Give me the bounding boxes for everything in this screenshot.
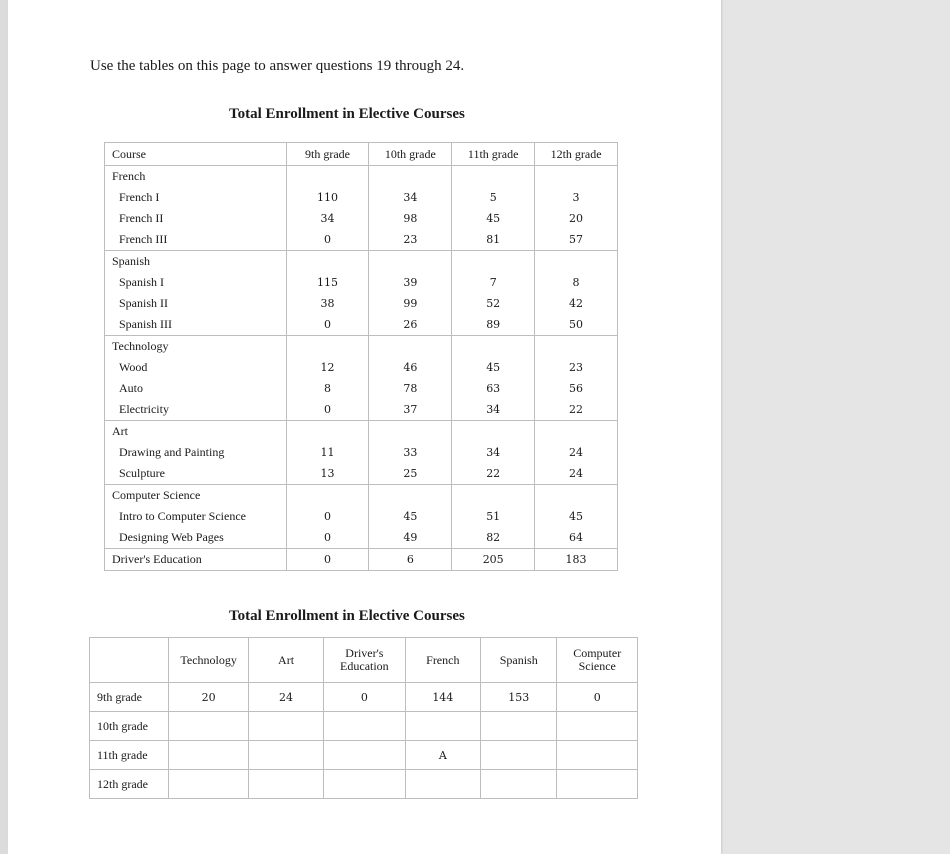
- empty-cell: [535, 336, 618, 358]
- empty-cell: [535, 251, 618, 273]
- enrollment-cell: 99: [369, 293, 452, 314]
- table-row: [105, 293, 618, 314]
- column-header: [90, 638, 169, 683]
- group-header-row: [105, 336, 618, 358]
- empty-cell: [535, 485, 618, 507]
- empty-cell: [452, 421, 535, 443]
- summary-cell: [169, 770, 249, 799]
- enrollment-cell: 115: [286, 272, 369, 293]
- summary-cell: [248, 770, 323, 799]
- summary-cell: 153: [481, 683, 557, 712]
- course-name: Auto: [105, 378, 287, 399]
- enrollment-cell: 22: [535, 399, 618, 421]
- group-label: Computer Science: [105, 485, 287, 507]
- enrollment-cell: 89: [452, 314, 535, 336]
- summary-cell: [324, 741, 406, 770]
- column-header: 12th grade: [535, 143, 618, 166]
- table-row: [105, 549, 618, 571]
- table-row: [105, 314, 618, 336]
- enrollment-cell: 45: [452, 208, 535, 229]
- enrollment-cell: 81: [452, 229, 535, 251]
- summary-cell: 144: [405, 683, 480, 712]
- enrollment-cell: 8: [535, 272, 618, 293]
- empty-cell: [286, 485, 369, 507]
- enrollment-cell: 38: [286, 293, 369, 314]
- empty-cell: [452, 485, 535, 507]
- enrollment-cell: 0: [286, 527, 369, 549]
- course-name: Intro to Computer Science: [105, 506, 287, 527]
- table-row: [90, 683, 638, 712]
- empty-cell: [535, 166, 618, 188]
- empty-cell: [369, 485, 452, 507]
- course-name: Spanish III: [105, 314, 287, 336]
- course-name: French II: [105, 208, 287, 229]
- enrollment-cell: 5: [452, 187, 535, 208]
- group-label: French: [105, 166, 287, 188]
- group-label: Technology: [105, 336, 287, 358]
- enrollment-cell: 34: [452, 399, 535, 421]
- summary-cell: [557, 741, 638, 770]
- enrollment-cell: 0: [286, 506, 369, 527]
- summary-cell: [169, 712, 249, 741]
- column-header: Driver's Education: [324, 638, 406, 683]
- empty-cell: [369, 336, 452, 358]
- table-row: [90, 712, 638, 741]
- table-header-row: [105, 143, 618, 166]
- group-header-row: [105, 166, 618, 188]
- enrollment-cell: 183: [535, 549, 618, 571]
- table-row: [105, 527, 618, 549]
- enrollment-cell: 56: [535, 378, 618, 399]
- enrollment-cell: 39: [369, 272, 452, 293]
- summary-cell: [481, 770, 557, 799]
- table-header-row: [90, 638, 638, 683]
- summary-cell: [557, 770, 638, 799]
- empty-cell: [286, 336, 369, 358]
- summary-cell: 24: [248, 683, 323, 712]
- table-row: [105, 442, 618, 463]
- enrollment-cell: 33: [369, 442, 452, 463]
- summary-cell: [405, 712, 480, 741]
- summary-cell: [248, 741, 323, 770]
- table1-title: Total Enrollment in Elective Courses: [229, 106, 465, 122]
- enrollment-cell: 64: [535, 527, 618, 549]
- summary-cell: [248, 712, 323, 741]
- enrollment-cell: 45: [369, 506, 452, 527]
- enrollment-cell: 63: [452, 378, 535, 399]
- column-header: Spanish: [481, 638, 557, 683]
- enrollment-cell: 98: [369, 208, 452, 229]
- enrollment-cell: 50: [535, 314, 618, 336]
- summary-cell: 0: [324, 683, 406, 712]
- grade-label: 10th grade: [90, 712, 169, 741]
- course-name: Designing Web Pages: [105, 527, 287, 549]
- enrollment-cell: 25: [369, 463, 452, 485]
- enrollment-cell: 22: [452, 463, 535, 485]
- enrollment-cell: 42: [535, 293, 618, 314]
- table-row: [90, 770, 638, 799]
- enrollment-cell: 13: [286, 463, 369, 485]
- grade-label: 11th grade: [90, 741, 169, 770]
- enrollment-cell: 7: [452, 272, 535, 293]
- table-row: [105, 187, 618, 208]
- grade-label: 9th grade: [90, 683, 169, 712]
- course-name: Wood: [105, 357, 287, 378]
- enrollment-cell: 34: [286, 208, 369, 229]
- document-page: [8, 0, 721, 854]
- column-header: Art: [248, 638, 323, 683]
- viewer-left-margin: [0, 0, 8, 854]
- column-header: 10th grade: [369, 143, 452, 166]
- column-header: 11th grade: [452, 143, 535, 166]
- enrollment-cell: 11: [286, 442, 369, 463]
- course-name: Drawing and Painting: [105, 442, 287, 463]
- course-name: Spanish I: [105, 272, 287, 293]
- empty-cell: [369, 421, 452, 443]
- enrollment-cell: 8: [286, 378, 369, 399]
- enrollment-cell: 23: [369, 229, 452, 251]
- enrollment-cell: 46: [369, 357, 452, 378]
- enrollment-cell: 52: [452, 293, 535, 314]
- enrollment-cell: 34: [452, 442, 535, 463]
- empty-cell: [286, 166, 369, 188]
- summary-cell: [481, 712, 557, 741]
- summary-cell: [324, 770, 406, 799]
- empty-cell: [286, 251, 369, 273]
- table-row: [105, 357, 618, 378]
- enrollment-cell: 24: [535, 442, 618, 463]
- empty-cell: [452, 251, 535, 273]
- course-enrollment-table: [104, 142, 618, 571]
- enrollment-cell: 12: [286, 357, 369, 378]
- enrollment-cell: 205: [452, 549, 535, 571]
- column-header: Computer Science: [557, 638, 638, 683]
- enrollment-cell: 49: [369, 527, 452, 549]
- group-label: Spanish: [105, 251, 287, 273]
- enrollment-cell: 45: [535, 506, 618, 527]
- summary-table-body: [90, 683, 638, 799]
- table-row: [105, 272, 618, 293]
- enrollment-cell: 0: [286, 399, 369, 421]
- empty-cell: [369, 166, 452, 188]
- table2-title: Total Enrollment in Elective Courses: [229, 608, 465, 624]
- summary-cell: [169, 741, 249, 770]
- enrollment-cell: 0: [286, 314, 369, 336]
- enrollment-cell: 24: [535, 463, 618, 485]
- course-name: French III: [105, 229, 287, 251]
- column-header: French: [405, 638, 480, 683]
- course-name: French I: [105, 187, 287, 208]
- summary-cell: [324, 712, 406, 741]
- enrollment-cell: 26: [369, 314, 452, 336]
- table-row: [105, 399, 618, 421]
- summary-cell: A: [405, 741, 480, 770]
- table-row: [105, 378, 618, 399]
- instructions-text: Use the tables on this page to answer questions 19 through 24.: [90, 58, 465, 74]
- group-header-row: [105, 251, 618, 273]
- enrollment-cell: 110: [286, 187, 369, 208]
- enrollment-cell: 45: [452, 357, 535, 378]
- empty-cell: [535, 421, 618, 443]
- table-row: [105, 506, 618, 527]
- column-header: Course: [105, 143, 287, 166]
- table-row: [105, 208, 618, 229]
- course-name: Driver's Education: [105, 549, 287, 571]
- enrollment-cell: 78: [369, 378, 452, 399]
- summary-cell: [557, 712, 638, 741]
- course-name: Spanish II: [105, 293, 287, 314]
- course-name: Sculpture: [105, 463, 287, 485]
- enrollment-cell: 34: [369, 187, 452, 208]
- table-row: [105, 229, 618, 251]
- enrollment-cell: 20: [535, 208, 618, 229]
- empty-cell: [452, 166, 535, 188]
- summary-cell: 20: [169, 683, 249, 712]
- empty-cell: [369, 251, 452, 273]
- enrollment-cell: 23: [535, 357, 618, 378]
- table-row: [90, 741, 638, 770]
- group-label: Art: [105, 421, 287, 443]
- table-row: [105, 463, 618, 485]
- enrollment-cell: 0: [286, 229, 369, 251]
- group-header-row: [105, 485, 618, 507]
- enrollment-cell: 3: [535, 187, 618, 208]
- enrollment-cell: 37: [369, 399, 452, 421]
- summary-cell: 0: [557, 683, 638, 712]
- grade-label: 12th grade: [90, 770, 169, 799]
- empty-cell: [452, 336, 535, 358]
- enrollment-cell: 57: [535, 229, 618, 251]
- grade-summary-table: [89, 637, 638, 799]
- column-header: Technology: [169, 638, 249, 683]
- column-header: 9th grade: [286, 143, 369, 166]
- course-table-body: [105, 166, 618, 571]
- enrollment-cell: 51: [452, 506, 535, 527]
- course-name: Electricity: [105, 399, 287, 421]
- summary-cell: [405, 770, 480, 799]
- enrollment-cell: 82: [452, 527, 535, 549]
- summary-cell: [481, 741, 557, 770]
- group-header-row: [105, 421, 618, 443]
- enrollment-cell: 0: [286, 549, 369, 571]
- empty-cell: [286, 421, 369, 443]
- enrollment-cell: 6: [369, 549, 452, 571]
